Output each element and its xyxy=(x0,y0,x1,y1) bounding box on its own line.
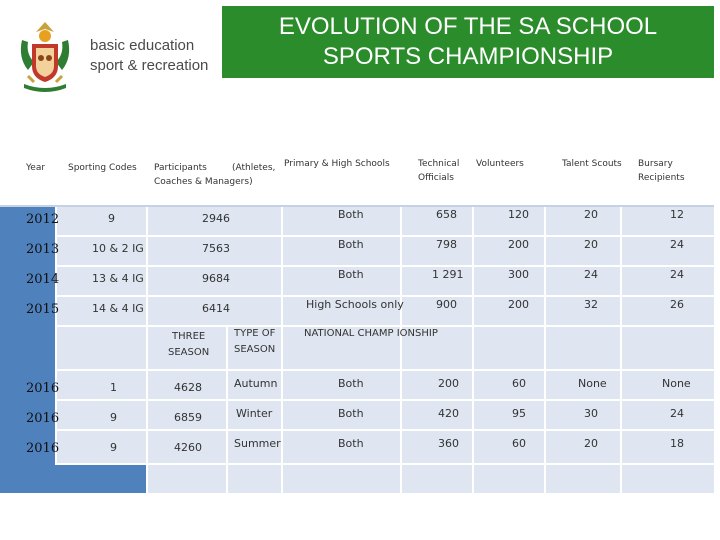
cell-volunteers: 95 xyxy=(512,407,526,420)
cell-scouts: 30 xyxy=(584,407,598,420)
cell-codes: 9 xyxy=(110,441,117,454)
cell-officials: 900 xyxy=(436,298,457,311)
cell-officials: 420 xyxy=(438,407,459,420)
cell-codes: 1 xyxy=(110,381,117,394)
cell-officials: 1 291 xyxy=(432,268,464,281)
title-line-2: SPORTS CHAMPIONSHIP xyxy=(322,43,614,70)
cell-volunteers: 60 xyxy=(512,377,526,390)
cell-scouts: 24 xyxy=(584,268,598,281)
cell-codes: 9 xyxy=(110,411,117,424)
row-bg xyxy=(55,237,714,265)
subheader-type-a: TYPE OF xyxy=(234,328,276,339)
row-year: 2016 xyxy=(26,411,60,426)
cell-participants: 4628 xyxy=(174,381,202,394)
cell-bursary: None xyxy=(662,377,691,390)
brand-line-1: basic education xyxy=(90,37,195,54)
subheader-national: NATIONAL CHAMP IONSHIP xyxy=(304,328,438,339)
row-bg xyxy=(55,267,714,295)
cell-schools: Both xyxy=(338,407,364,420)
row-year: 2015 xyxy=(26,302,60,317)
cell-volunteers: 200 xyxy=(508,298,529,311)
header-bursary-a: Bursary xyxy=(638,159,673,169)
cell-schools: Both xyxy=(338,238,364,251)
cell-schools: Both xyxy=(338,377,364,390)
cell-officials: 658 xyxy=(436,208,457,221)
row-bg xyxy=(55,207,714,235)
cell-participants: 2946 xyxy=(202,212,230,225)
header-participants-c: Coaches & Managers) xyxy=(154,177,253,187)
cell-bursary: 12 xyxy=(670,208,684,221)
row-bg xyxy=(55,401,714,429)
header-participants-b: (Athletes, xyxy=(232,163,276,173)
brand-line-2: sport & recreation xyxy=(90,57,209,74)
cell-officials: 200 xyxy=(438,377,459,390)
header-bursary-b: Recipients xyxy=(638,173,685,183)
row-year: 2014 xyxy=(26,272,60,287)
cell-scouts: 20 xyxy=(584,437,598,450)
row-bg xyxy=(55,465,714,493)
cell-volunteers: 60 xyxy=(512,437,526,450)
cell-bursary: 24 xyxy=(670,238,684,251)
page-title xyxy=(222,6,714,78)
cell-scouts: None xyxy=(578,377,607,390)
row-bg xyxy=(55,371,714,399)
cell-season: Winter xyxy=(236,407,273,420)
cell-bursary: 24 xyxy=(670,407,684,420)
row-bg xyxy=(55,431,714,463)
subheader-type-b: SEASON xyxy=(234,344,276,355)
header-officials-b: Officials xyxy=(418,173,454,183)
subheader-three-b: SEASON xyxy=(168,347,210,358)
header-schools: Primary & High Schools xyxy=(284,159,390,169)
row-year: 2016 xyxy=(26,381,60,396)
title-line-1: EVOLUTION OF THE SA SCHOOL xyxy=(278,13,658,40)
header-scouts: Talent Scouts xyxy=(562,159,622,169)
cell-bursary: 24 xyxy=(670,268,684,281)
cell-bursary: 26 xyxy=(670,298,684,311)
cell-codes: 13 & 4 IG xyxy=(92,272,144,285)
cell-scouts: 20 xyxy=(584,208,598,221)
cell-season: Summer xyxy=(234,437,281,450)
cell-officials: 360 xyxy=(438,437,459,450)
cell-season: Autumn xyxy=(234,377,278,390)
cell-schools: Both xyxy=(338,437,364,450)
cell-schools: High Schools only xyxy=(306,298,404,311)
cell-participants: 6859 xyxy=(174,411,202,424)
header-participants-a: Participants xyxy=(154,163,207,173)
cell-codes: 14 & 4 IG xyxy=(92,302,144,315)
cell-scouts: 20 xyxy=(584,238,598,251)
cell-codes: 10 & 2 IG xyxy=(92,242,144,255)
coat-of-arms-logo xyxy=(14,18,76,98)
cell-participants: 9684 xyxy=(202,272,230,285)
cell-volunteers: 200 xyxy=(508,238,529,251)
year-column-bg xyxy=(55,465,147,493)
cell-participants: 6414 xyxy=(202,302,230,315)
subheader-three-a: THREE xyxy=(172,331,206,342)
cell-volunteers: 120 xyxy=(508,208,529,221)
cell-scouts: 32 xyxy=(584,298,598,311)
header-volunteers: Volunteers xyxy=(476,159,524,169)
cell-bursary: 18 xyxy=(670,437,684,450)
row-year: 2013 xyxy=(26,242,60,257)
row-year: 2012 xyxy=(26,212,60,227)
cell-participants: 7563 xyxy=(202,242,230,255)
cell-codes: 9 xyxy=(108,212,115,225)
header-codes: Sporting Codes xyxy=(68,163,137,173)
cell-schools: Both xyxy=(338,268,364,281)
header-year: Year xyxy=(26,163,46,173)
cell-volunteers: 300 xyxy=(508,268,529,281)
header-officials-a: Technical xyxy=(418,159,460,169)
cell-participants: 4260 xyxy=(174,441,202,454)
row-year: 2016 xyxy=(26,441,60,456)
cell-officials: 798 xyxy=(436,238,457,251)
cell-schools: Both xyxy=(338,208,364,221)
